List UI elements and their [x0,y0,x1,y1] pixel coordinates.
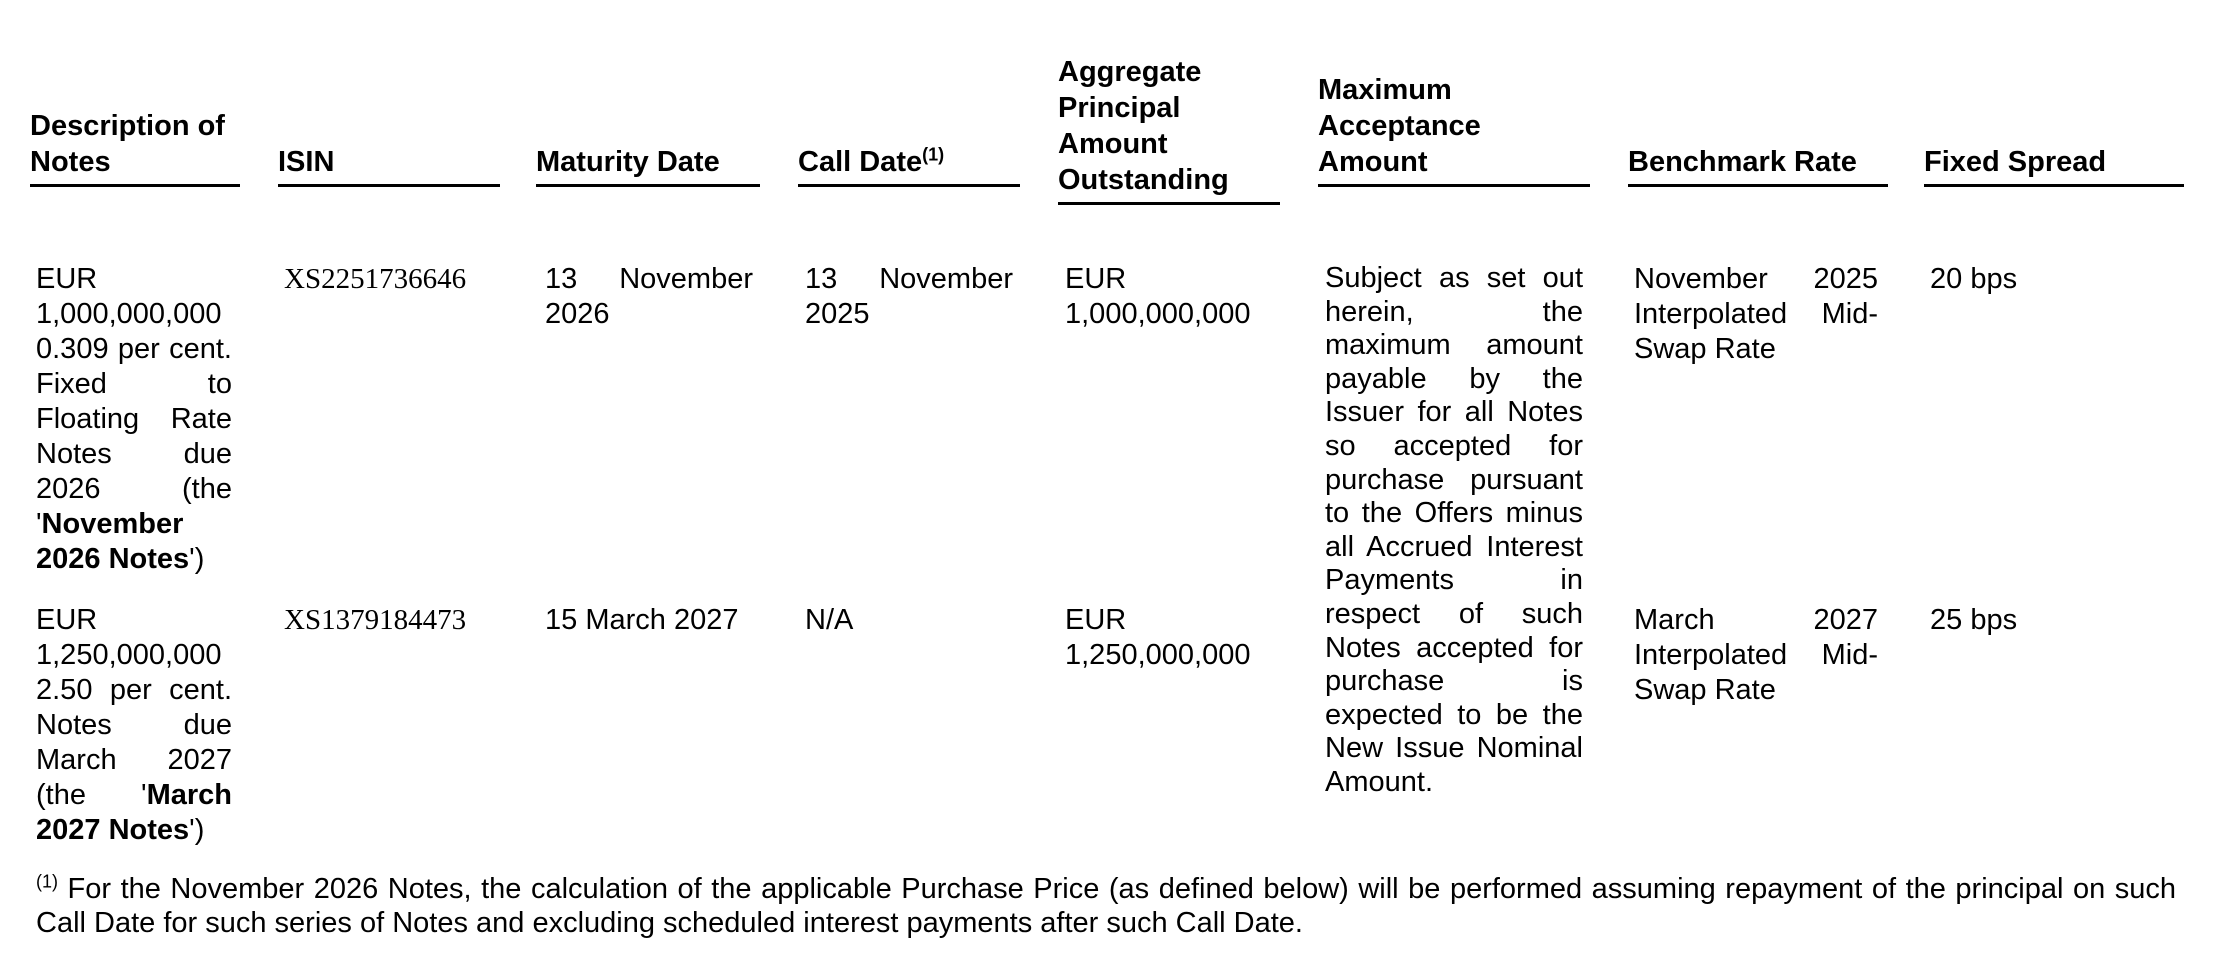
row2-bold-term: 2027 Notes [36,814,190,846]
row2-description [36,603,232,848]
row2-call-date [805,603,1015,638]
row2-isin-value: XS1379184473 [284,604,467,636]
row1-maturity-line: 13 November [545,263,753,295]
row1-spread-value: 20 bps [1930,263,2018,295]
header-aggregate-line-4: Outstanding [1058,164,1229,196]
row1-maturity-line: 2026 [545,298,610,330]
row2-desc-line: March 2027 [36,744,232,776]
header-isin-label: ISIN [278,146,335,178]
row1-benchmark-line: Interpolated Mid- [1634,298,1878,330]
header-fixed-spread [1924,144,2184,187]
header-spread-label: Fixed Spread [1924,146,2107,178]
row2-desc-defined-term [36,778,232,813]
max-line: Subject as set out [1325,262,1583,294]
row1-desc-line: Fixed to [36,368,232,400]
row1-desc-line: EUR [36,263,98,295]
row2-quote-close: ') [189,814,205,846]
header-aggregate-line-2: Principal [1058,92,1181,124]
max-line: herein, the [1325,295,1583,328]
row1-desc-line: Notes due [36,438,232,470]
row1-benchmark [1634,262,1878,367]
header-max-line-2: Acceptance [1318,110,1481,142]
header-benchmark-label: Benchmark Rate [1628,146,1857,178]
max-line: respect of such [1325,597,1583,630]
row2-aggregate-line: 1,250,000,000 [1065,639,1251,671]
max-acceptance-amount [1325,262,1583,800]
header-aggregate-line-1: Aggregate [1058,56,1202,88]
row1-desc-line: Floating Rate [36,403,232,435]
row1-quote-close: ') [189,543,205,575]
row2-desc-defined-term-end [36,813,232,848]
row2-benchmark-line: Swap Rate [1634,674,1776,706]
row2-aggregate [1065,603,1275,673]
max-line: Notes accepted for [1325,631,1583,664]
row1-quote-open: ' [36,508,42,540]
row2-bold-term: March [146,779,232,811]
max-line: maximum amount [1325,329,1583,362]
header-maturity-label: Maturity Date [536,146,720,178]
row2-aggregate-line: EUR [1065,604,1127,636]
header-description [30,108,240,187]
row2-desc-line: Notes due [36,709,232,741]
max-line: Payments in [1325,564,1583,597]
max-line: expected to be the [1325,698,1583,731]
row1-desc-line: 0.309 per cent. [36,333,232,365]
row1-description [36,262,232,577]
row2-maturity-value: 15 March 2027 [545,604,739,636]
row2-quote-open: ' [141,779,147,811]
row1-aggregate [1065,262,1275,332]
header-aggregate-line-3: Amount [1058,128,1168,160]
max-line: purchase pursuant [1325,463,1583,496]
header-call-date [798,144,1020,187]
max-line: all Accrued Interest [1325,530,1583,563]
row2-benchmark [1634,603,1878,708]
header-aggregate-principal [1058,54,1280,205]
row2-desc-line: 2.50 per cent. [36,674,232,706]
row1-call-date [805,262,1013,332]
header-max-line-1: Maximum [1318,74,1452,106]
row1-isin [284,262,494,297]
header-benchmark-rate [1628,144,1888,187]
row2-call-value: N/A [805,604,854,636]
header-description-line-2: Notes [30,146,111,178]
row1-call-line: 2025 [805,298,870,330]
row1-desc-line: 1,000,000,000 [36,298,222,330]
row1-aggregate-line: 1,000,000,000 [1065,298,1251,330]
footnote-ref-marker: (1) [922,144,945,165]
row1-benchmark-line: Swap Rate [1634,333,1776,365]
row1-benchmark-line: November 2025 [1634,263,1878,295]
max-line: Issuer for all Notes [1325,396,1583,429]
row1-maturity [545,262,753,332]
max-line: Amount. [1325,765,1433,798]
row2-fixed-spread [1930,603,2170,638]
row2-the: (the [36,779,86,811]
footnote-text: For the November 2026 Notes, the calculation of the applicable Purchase Price (as defined below) will be performed assuming repayment of the principal on such Call Date for such series of Notes and excluding scheduled interest payments after such Call Date. [36,873,2176,939]
header-maturity-date [536,144,760,187]
row2-maturity [545,603,765,638]
row2-desc-line: EUR [36,604,98,636]
row2-benchmark-line: March 2027 [1634,604,1878,636]
row1-bold-term: 2026 Notes [36,543,190,575]
row2-isin [284,603,494,638]
max-line: so accepted for [1325,429,1583,462]
row2-desc-line: 1,250,000,000 [36,639,222,671]
row1-desc-line: 2026 (the [36,473,232,505]
header-max-line-3: Amount [1318,146,1428,178]
max-line: to the Offers minus [1325,497,1583,530]
footnote-marker: (1) [36,871,58,892]
row1-isin-value: XS2251736646 [284,263,467,295]
max-line: New Issue Nominal [1325,732,1583,765]
row1-fixed-spread [1930,262,2170,297]
row1-call-line: 13 November [805,263,1013,295]
header-isin [278,144,500,187]
max-line: purchase is [1325,665,1583,698]
header-call-label: Call Date [798,146,923,178]
footnote [36,872,2176,940]
row2-benchmark-line: Interpolated Mid- [1634,639,1878,671]
header-maximum-acceptance [1318,72,1590,187]
row1-desc-defined-term-end [36,542,232,577]
max-line: payable by the [1325,362,1583,395]
row2-spread-value: 25 bps [1930,604,2018,636]
header-description-line-1: Description of [30,110,225,142]
row1-aggregate-line: EUR [1065,263,1127,295]
row1-bold-term: November [41,508,184,540]
row1-desc-defined-term [36,507,232,542]
